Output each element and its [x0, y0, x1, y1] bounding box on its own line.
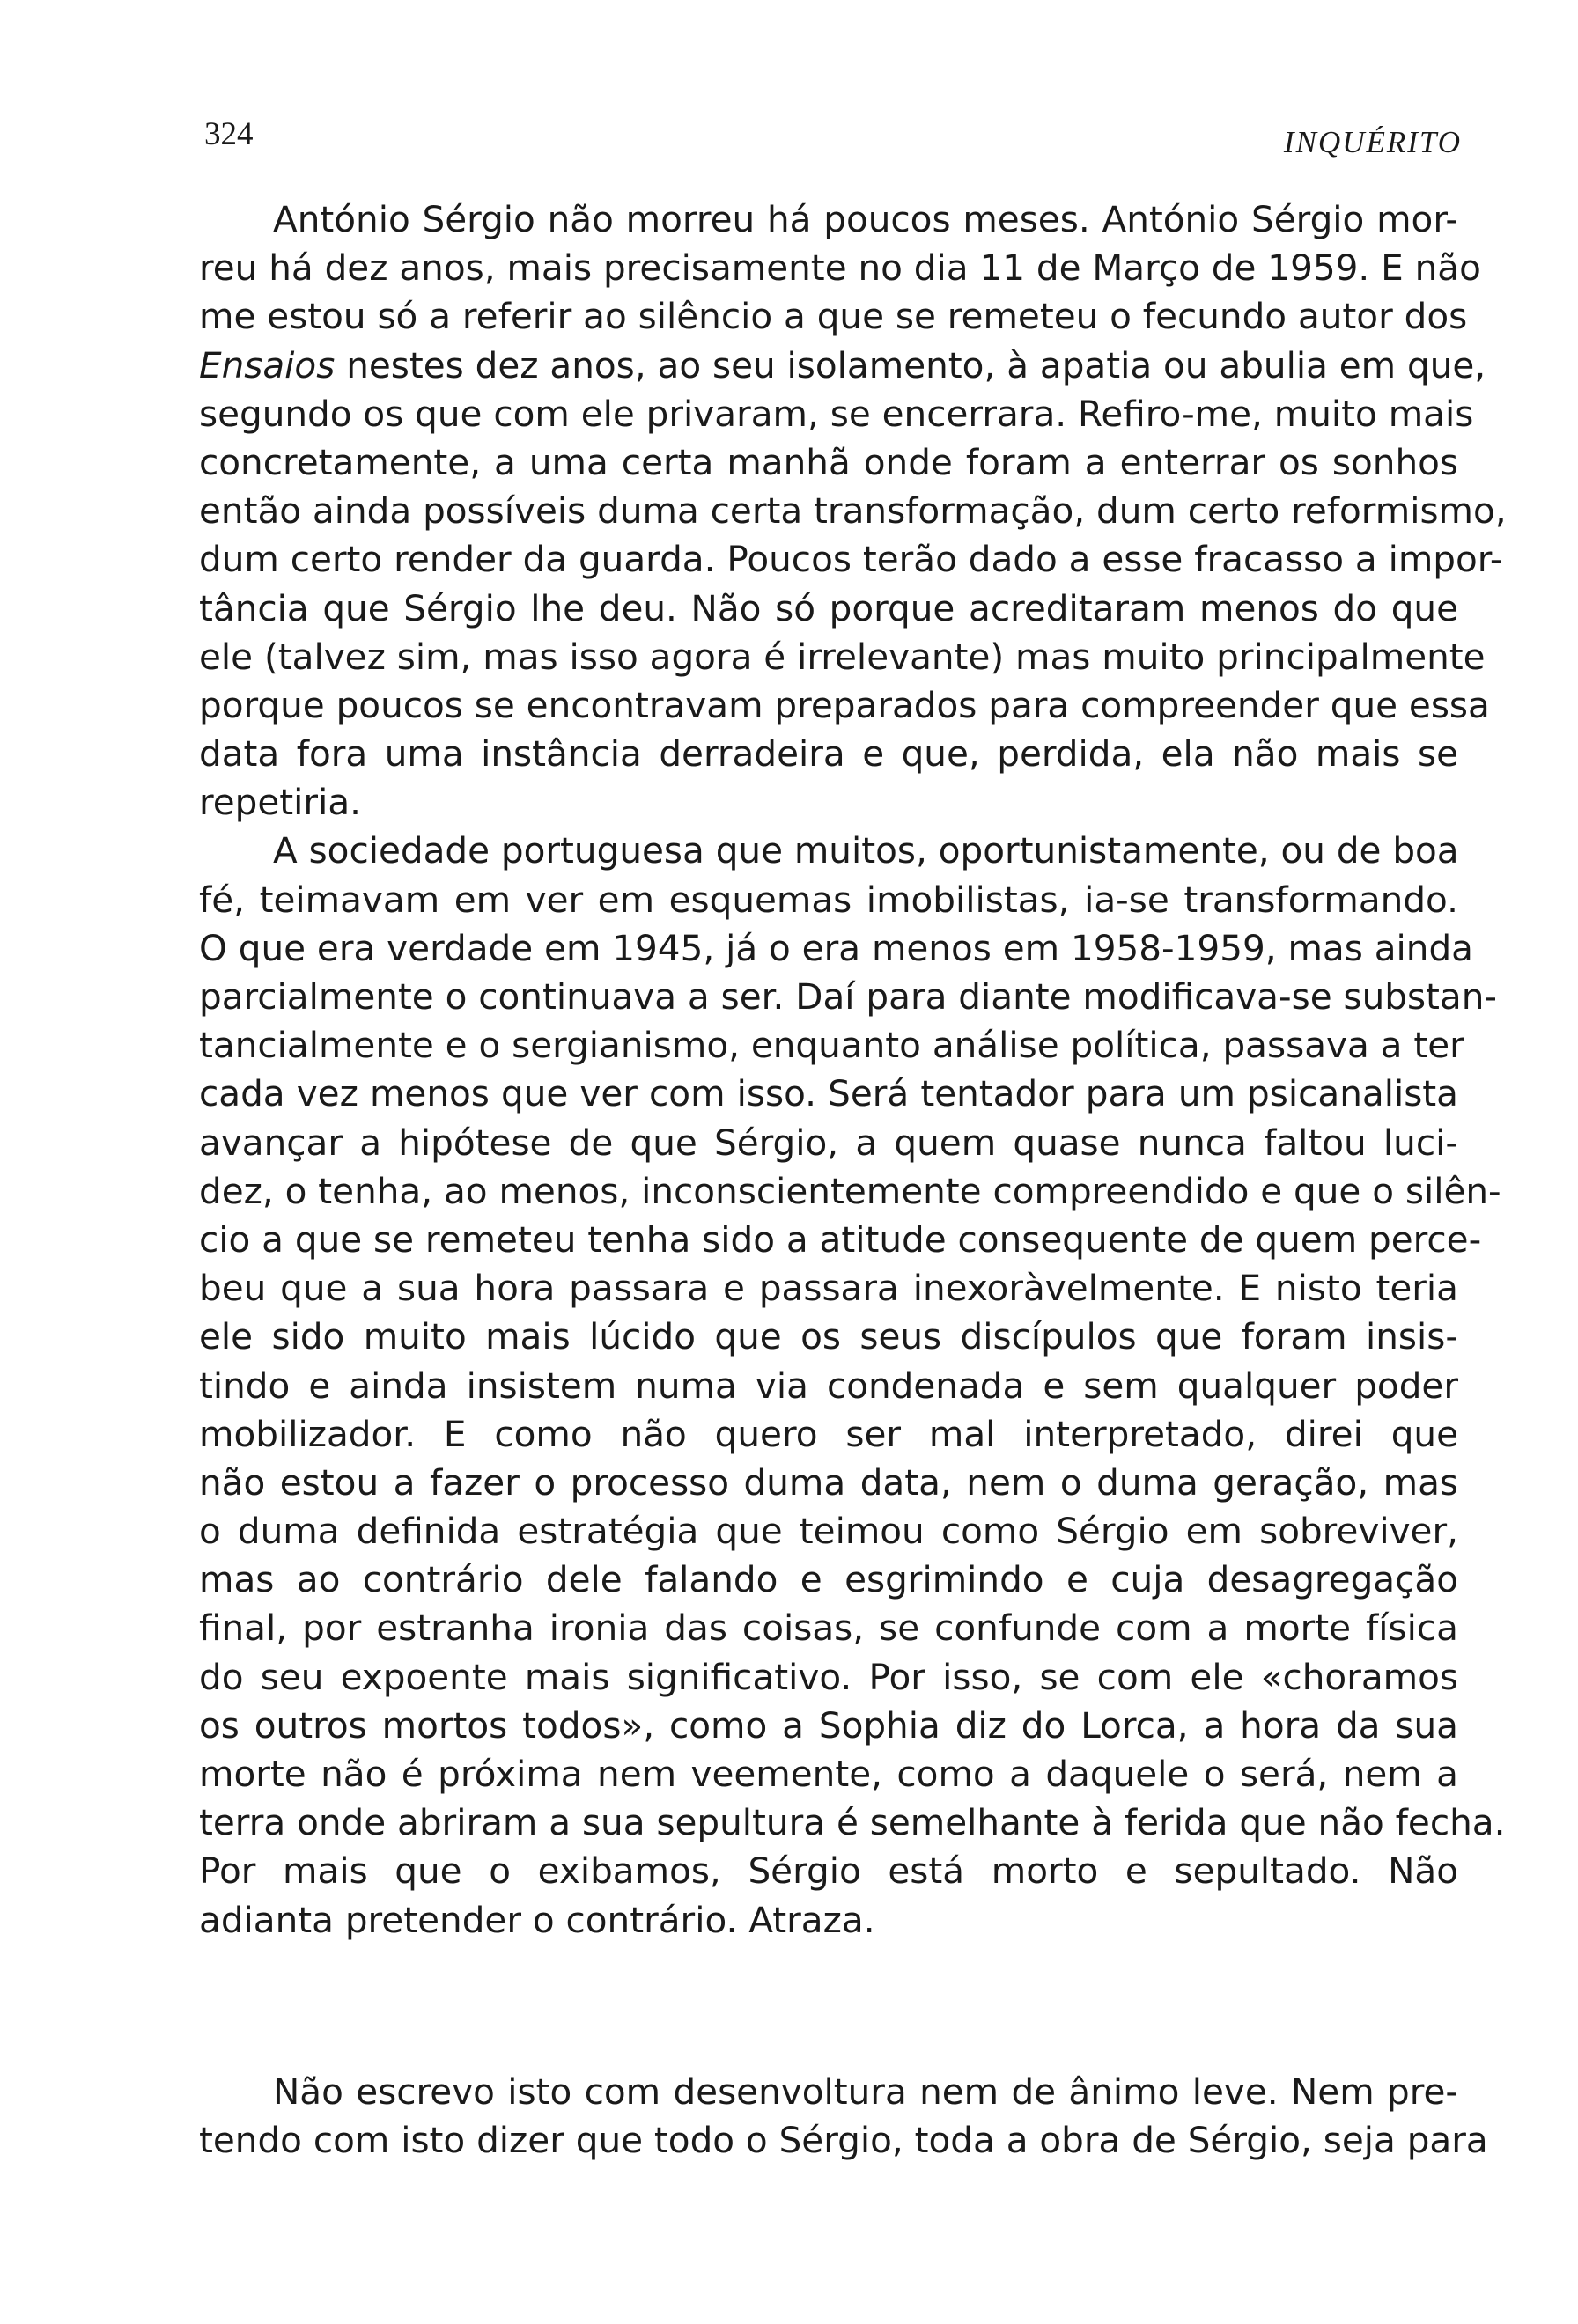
paragraph-1 [199, 195, 1507, 827]
text-line: António Sérgio não morreu há poucos meses. António Sérgio mor- [273, 198, 1458, 240]
text-line: tindo e ainda insistem numa via condenada e sem qualquer poder [199, 1364, 1458, 1407]
text-line-with-italic [199, 342, 1486, 390]
text-line: beu que a sua hora passara e passara inexoràvelmente. E nisto teria [199, 1267, 1458, 1310]
text-line: não estou a fazer o processo duma data, nem o duma geração, mas [199, 1460, 1458, 1504]
text-line: final, por estranha ironia das coisas, se confunde com a morte física [199, 1607, 1458, 1650]
text-line: morte não é próxima nem veemente, como a daquele o será, nem a [199, 1753, 1458, 1795]
text-line: repetiria. [199, 781, 362, 824]
text-line: data fora uma instância derradeira e que, perdida, ela não mais se [199, 732, 1458, 776]
text-line: terra onde abriram a sua sepultura é semelhante à ferida que não fecha. [199, 1801, 1506, 1844]
paragraph-2 [199, 827, 1506, 1944]
text-line: dez, o tenha, ao menos, inconscientemente compreendido e que o silên- [199, 1169, 1501, 1212]
text-line: ele (talvez sim, mas isso agora é irrelevante) mas muito principalmente [199, 635, 1486, 678]
text-line: reu há dez anos, mais precisamente no dia 11 de Março de 1959. E não [199, 246, 1481, 290]
text-line: parcialmente o continuava a ser. Daí para diante modificava-se substan- [199, 975, 1498, 1018]
text-line: adianta pretender o contrário. Atraza. [199, 1898, 875, 1941]
text-line: fé, teimavam em ver em esquemas imobilistas, ia-se transformando. [199, 878, 1458, 921]
italic-title-ensaios: Ensaios [199, 343, 336, 386]
text-line: A sociedade portuguesa que muitos, oportunistamente, ou de boa [273, 829, 1459, 872]
text-line: concretamente, a uma certa manhã onde foram a enterrar os sonhos [199, 440, 1458, 483]
text-line: cio a que se remeteu tenha sido a atitude consequente de quem perce- [199, 1217, 1482, 1261]
text-line: tância que Sérgio lhe deu. Não só porque acreditaram menos do que [199, 586, 1458, 629]
text-line: mas ao contrário dele falando e esgrimindo e cuja desagregação [199, 1558, 1458, 1601]
body-text [199, 195, 1507, 2165]
text-line: O que era verdade em 1945, já o era menos em 1958-1959, mas ainda [199, 926, 1473, 969]
text-line: me estou só a referir ao silêncio a que se remeteu o fecundo autor dos [199, 295, 1468, 338]
text-line: tancialmente e o sergianismo, enquanto análise política, passava a ter [199, 1024, 1464, 1067]
text-fragment: nestes dez anos, ao seu isolamento, à apatia ou abulia em que, [346, 343, 1486, 386]
running-head-title: INQUÉRITO [1283, 125, 1462, 159]
text-line: segundo os que com ele privaram, se encerrara. Refiro-me, muito mais [199, 392, 1474, 435]
text-line: dum certo render da guarda. Poucos terão dado a esse fracasso a impor- [199, 538, 1503, 581]
text-line: avançar a hipótese de que Sérgio, a quem quase nunca faltou luci- [199, 1121, 1458, 1164]
text-line: os outros mortos todos», como a Sophia diz do Lorca, a hora da sua [199, 1703, 1458, 1747]
page-number: 324 [204, 116, 254, 152]
text-line: então ainda possíveis duma certa transformação, dum certo reformismo, [199, 489, 1507, 533]
text-line: cada vez menos que ver com isso. Será tentador para um psicanalista [199, 1072, 1458, 1115]
text-line: Não escrevo isto com desenvoltura nem de ânimo leve. Nem pre- [273, 2070, 1458, 2113]
section-break [199, 1945, 1458, 2068]
paragraph-3 [199, 2068, 1488, 2165]
text-line: o duma definida estratégia que teimou como Sérgio em sobreviver, [199, 1510, 1458, 1553]
text-line: Por mais que o exibamos, Sérgio está morto e sepultado. Não [199, 1850, 1458, 1893]
text-line: porque poucos se encontravam preparados para compreender que essa [199, 683, 1490, 726]
text-line: tendo com isto dizer que todo o Sérgio, toda a obra de Sérgio, seja para [199, 2118, 1488, 2161]
text-line: mobilizador. E como não quero ser mal interpretado, direi que [199, 1412, 1458, 1455]
text-line: ele sido muito mais lúcido que os seus discípulos que foram insis- [199, 1315, 1458, 1358]
text-line: do seu expoente mais significativo. Por isso, se com ele «choramos [199, 1655, 1458, 1698]
